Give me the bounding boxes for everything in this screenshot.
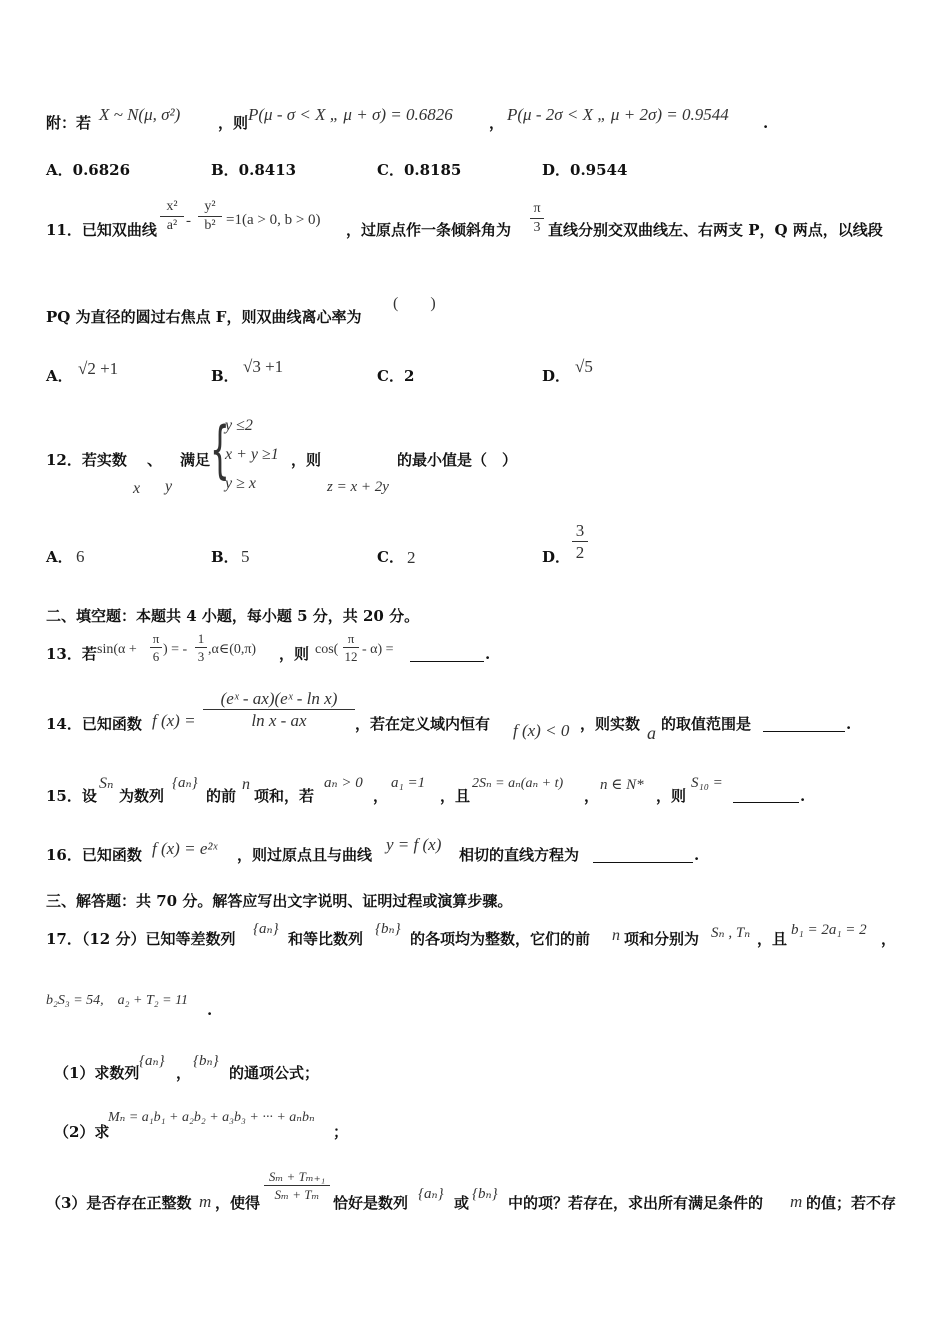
q17-text-5: ，且 xyxy=(757,930,788,948)
q12-constraint-1: y ≤2 xyxy=(225,417,253,434)
appendix-sep: ， xyxy=(489,114,505,132)
q17-part-1-text-2: ， xyxy=(176,1064,192,1082)
q14-text-2: ，若在定义域内恒有 xyxy=(355,715,491,733)
q17-text-3: 的各项均为整数，它们的前 xyxy=(410,930,591,948)
q13-expr-sin: sin(α + xyxy=(97,642,137,657)
q12-option-b-label: B． xyxy=(211,548,239,566)
q16-fx: f (x) = e²ˣ xyxy=(152,839,218,858)
q17-part-3-text-2: ，使得 xyxy=(215,1194,261,1212)
q12-option-d-fraction: 3 2 xyxy=(572,522,588,561)
q10-option-c: C．0.8185 xyxy=(377,161,462,179)
q15-sep: ， xyxy=(373,787,389,805)
q11-option-d-label: D． xyxy=(542,367,571,385)
q11-text-1: 11．已知双曲线 xyxy=(46,221,157,239)
q17-text-2: 和等比数列 xyxy=(288,930,364,948)
q15-n: n xyxy=(242,776,250,793)
q14-text-3: ，则实数 xyxy=(580,715,641,733)
q15-sn: Sₙ xyxy=(99,775,114,792)
q13-expr-eq: ) = - xyxy=(163,642,188,657)
q11-option-b-value: √3 +1 xyxy=(243,357,284,376)
q12-option-d-label: D． xyxy=(542,548,571,566)
q11-option-a-label: A． xyxy=(46,367,73,385)
q17-part-3-fraction: Sₘ + Tₘ₊₁ Sₘ + Tₘ xyxy=(264,1170,330,1201)
section-2-heading: 二、填空题：本题共 4 小题，每小题 5 分，共 20 分。 xyxy=(46,607,420,625)
q17-text-4: 项和分别为 xyxy=(624,930,700,948)
q17-part-3-text-4: 中的项？若存在，求出所有满足条件的 xyxy=(508,1194,764,1212)
q14-end: . xyxy=(846,715,852,733)
q10-option-b: B．0.8413 xyxy=(211,161,297,179)
q12-option-a-label: A． xyxy=(46,548,73,566)
q12-text-3: ，则 xyxy=(291,451,322,469)
q15-text-5: ，且 xyxy=(440,787,471,805)
q11-answer-paren: ( ) xyxy=(393,295,436,312)
q16-answer-blank[interactable] xyxy=(593,862,693,863)
q17-part-3-m: m xyxy=(199,1192,212,1211)
q11-frac-x: x² a² xyxy=(160,200,184,233)
q13-end: . xyxy=(485,645,491,663)
appendix-then: ，则 xyxy=(218,114,249,132)
q17-part-3-m-2: m xyxy=(790,1192,803,1211)
q10-option-d: D．0.9544 xyxy=(542,161,628,179)
q17-bn: {bₙ} xyxy=(375,921,401,937)
q11-option-b-label: B． xyxy=(211,367,239,385)
appendix-end: . xyxy=(763,114,769,132)
q11-option-c-label: C．2 xyxy=(377,367,415,385)
q17-part-3-bn: {bₙ} xyxy=(472,1186,498,1202)
q17-part-1-bn: {bₙ} xyxy=(193,1053,219,1069)
q15-text-6: ，则 xyxy=(656,787,687,805)
q15-cond-a1: a₁ =1 xyxy=(391,775,426,791)
q15-s10: S₁₀ = xyxy=(691,775,723,791)
q12-constraint-3: y ≥ x xyxy=(225,475,256,492)
q15-text-1: 15．设 xyxy=(46,787,97,805)
q13-text-1: 13．若 xyxy=(46,645,97,663)
q17-part-3-or: 或 xyxy=(454,1194,470,1212)
q14-text-1: 14．已知函数 xyxy=(46,715,142,733)
q12-text-2: 满足 xyxy=(180,451,211,469)
q15-cond-positive: aₙ > 0 xyxy=(324,775,363,791)
appendix-prefix: 附：若 xyxy=(46,114,92,132)
q13-expr-cos: cos( xyxy=(315,642,339,657)
q11-frac-y: y² b² xyxy=(198,200,222,233)
q12-option-c-label: C． xyxy=(377,548,404,566)
q12-objective: z = x + 2y xyxy=(327,479,389,495)
q11-text-3: 直线分别交双曲线左、右两支 P，Q 两点，以线段 xyxy=(548,221,883,239)
q11-equation-rest: =1(a > 0, b > 0) xyxy=(226,212,321,228)
q16-text-1: 16．已知函数 xyxy=(46,846,142,864)
q17-an: {aₙ} xyxy=(253,921,279,937)
q14-text-4: 的取值范围是 xyxy=(661,715,752,733)
q17-part-1-an: {aₙ} xyxy=(139,1053,165,1069)
q13-expr-rest: - α) = xyxy=(362,642,394,657)
normal-distribution-condition: X ~ N(μ, σ²) xyxy=(99,105,181,124)
q11-option-a-value: √2 +1 xyxy=(78,359,119,378)
q15-text-2: 为数列 xyxy=(119,787,165,805)
q13-frac-pi-6: π 6 xyxy=(150,632,162,663)
q11-line-2: PQ 为直径的圆过右焦点 F，则双曲线离心率为 xyxy=(46,308,362,326)
q14-fx: f (x) = xyxy=(152,711,196,730)
q13-answer-blank[interactable] xyxy=(410,661,484,662)
q12-var-y: y xyxy=(165,478,173,495)
q11-text-2: ，过原点作一条倾斜角为 xyxy=(346,221,512,239)
q14-var-a: a xyxy=(647,723,656,743)
q12-text-1: 12．若实数 xyxy=(46,451,127,469)
q15-answer-blank[interactable] xyxy=(733,802,799,803)
q16-end: . xyxy=(694,846,700,864)
q17-part-1-text-1: （1）求数列 xyxy=(54,1064,140,1082)
q15-sep-2: ， xyxy=(584,787,600,805)
q14-inequality: f (x) < 0 xyxy=(513,721,570,740)
q13-frac-1-3: 1 3 xyxy=(195,632,207,663)
q17-part-2-end: ； xyxy=(333,1123,349,1141)
q13-text-2: ，则 xyxy=(279,645,310,663)
q11-angle: π 3 xyxy=(530,202,544,235)
q15-text-4: 项和，若 xyxy=(254,787,315,805)
probability-two-sigma: P(μ - 2σ < X „ μ + 2σ) = 0.9544 xyxy=(507,105,729,124)
q12-option-c-value: 2 xyxy=(407,548,416,567)
q15-cond-n: n ∈ N* xyxy=(600,777,644,793)
q15-an-set: {aₙ} xyxy=(172,775,198,791)
probability-one-sigma: P(μ - σ < X „ μ + σ) = 0.6826 xyxy=(248,105,453,124)
q17-comma: ， xyxy=(881,930,897,948)
q17-text-1: 17．（12 分）已知等差数列 xyxy=(46,930,236,948)
q17-condition-2: b₂S₃ = 54, a₂ + T₂ = 11 xyxy=(46,993,189,1008)
q14-fraction: (eˣ - ax)(eˣ - ln x) ln x - ax xyxy=(203,690,355,729)
q17-part-3-text-5: 的值；若不存 xyxy=(806,1194,897,1212)
q16-text-3: 相切的直线方程为 xyxy=(459,846,580,864)
q17-part-3-text-3: 恰好是数列 xyxy=(333,1194,409,1212)
q15-cond-recurrence: 2Sₙ = aₙ(aₙ + t) xyxy=(472,776,564,791)
q11-minus: - xyxy=(186,213,191,229)
q17-part-3-text-1: （3）是否存在正整数 xyxy=(46,1194,192,1212)
q13-expr-domain: ,α∈(0,π) xyxy=(208,642,257,657)
q12-system-brace: { xyxy=(210,413,230,486)
q12-var-x: x xyxy=(133,480,141,497)
q16-text-2: ，则过原点且与曲线 xyxy=(237,846,373,864)
q17-dot: . xyxy=(207,1001,213,1019)
q17-n: n xyxy=(612,927,620,944)
q17-condition-1: b₁ = 2a₁ = 2 xyxy=(791,922,867,938)
section-3-heading: 三、解答题：共 70 分。解答应写出文字说明、证明过程或演算步骤。 xyxy=(46,892,513,910)
q17-part-2-expression: Mₙ = a₁b₁ + a₂b₂ + a₃b₃ + ··· + aₙbₙ xyxy=(108,1110,315,1125)
q17-part-1-text-3: 的通项公式； xyxy=(229,1064,320,1082)
q14-answer-blank[interactable] xyxy=(763,731,845,732)
q12-text-4: 的最小值是（ ） xyxy=(397,451,518,469)
q16-curve: y = f (x) xyxy=(386,835,442,854)
q12-constraint-2: x + y ≥1 xyxy=(225,446,279,463)
q15-end: . xyxy=(800,787,806,805)
q12-sep: 、 xyxy=(147,451,163,469)
q12-option-b-value: 5 xyxy=(241,547,250,566)
q15-text-3: 的前 xyxy=(206,787,237,805)
q17-sums: Sₙ , Tₙ xyxy=(711,925,751,941)
q12-option-a-value: 6 xyxy=(76,547,85,566)
q13-frac-pi-12: π 12 xyxy=(344,631,358,664)
q17-part-2-text-1: （2）求 xyxy=(54,1123,110,1141)
q11-option-d-value: √5 xyxy=(575,357,593,376)
q17-part-3-an: {aₙ} xyxy=(418,1186,444,1202)
q10-option-a: A．0.6826 xyxy=(46,161,131,179)
